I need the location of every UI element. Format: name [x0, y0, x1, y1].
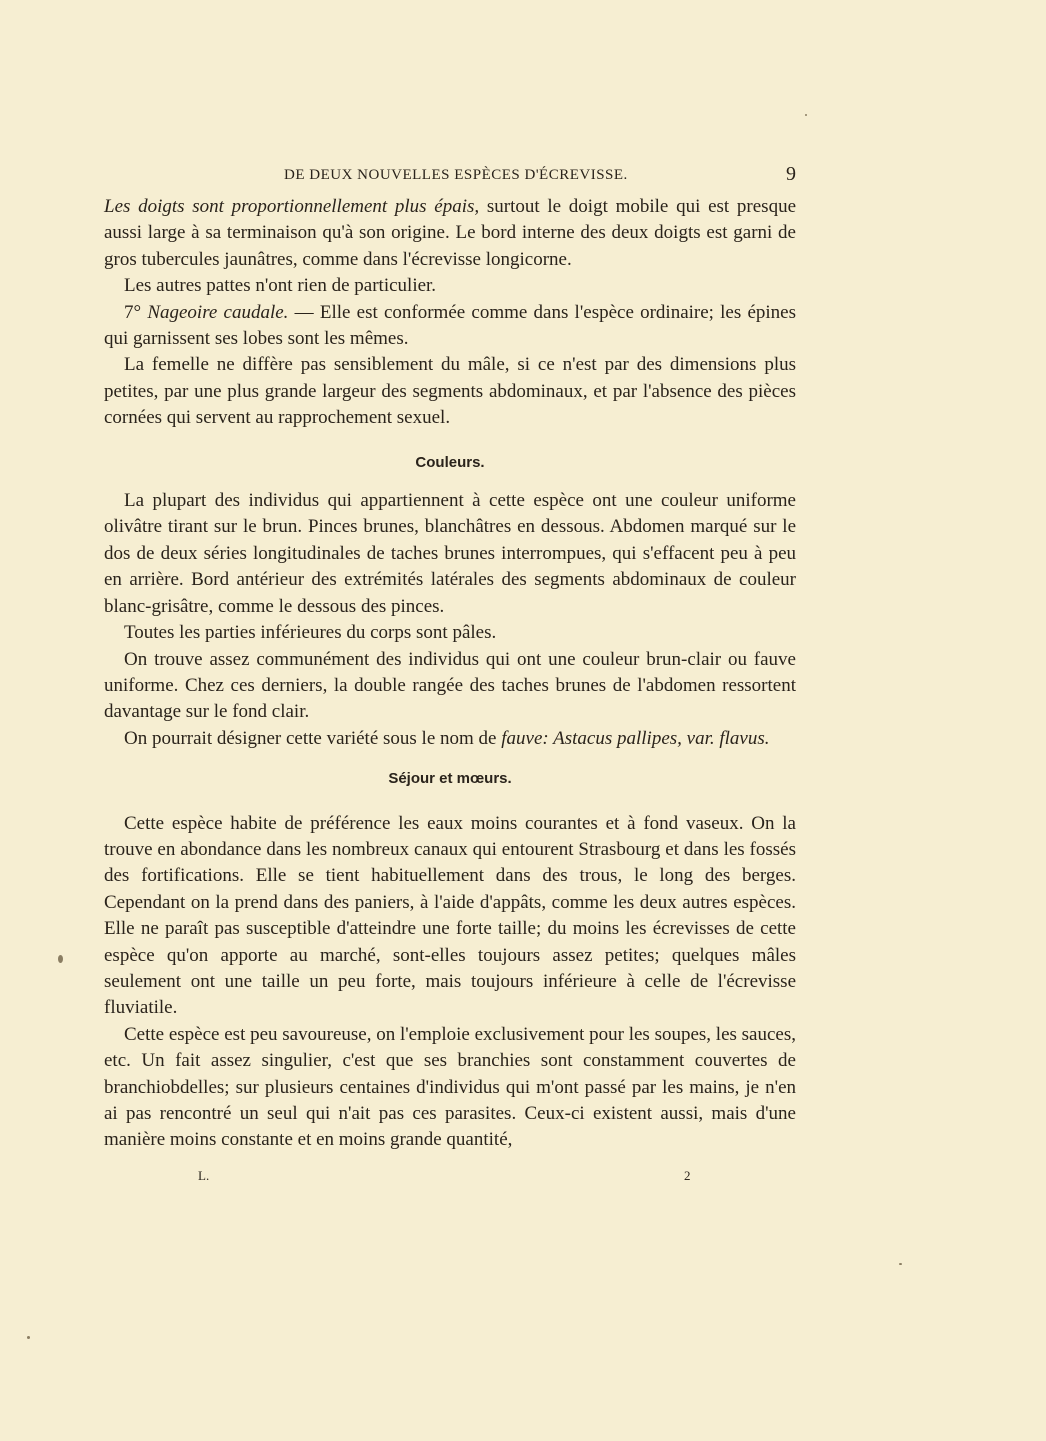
paragraph-text: — Elle est conformée comme dans l'espèce ordinaire; les épines qui garnissent ses lobes sont les mêmes.: [104, 301, 796, 350]
paper-speck: [899, 1263, 902, 1265]
paragraph-parties-inferieures: [104, 620, 796, 646]
signature-letter: L.: [198, 1168, 210, 1183]
paragraph-text: Toutes les parties inférieures du corps sont pâles.: [124, 622, 497, 644]
paragraph-saveur: [104, 1022, 796, 1154]
paragraph-doigts: [104, 194, 796, 273]
paragraph-text: La plupart des individus qui appartiennent à cette espèce ont une couleur uniforme olivâtre tirant sur le brun. Pinces brunes, blanchâtres en dessous. Abdomen marqué sur le dos de deux séries longitudinales de taches brunes interrompues, qui s'effacent peu à peu en arrière. Bord antérieur des extrémités latérales des segments abdominaux de couleur blanc-grisâtre, comme le dessous des pinces.: [104, 490, 796, 617]
italic-lead: Les doigts sont proportionnellement plus épais,: [104, 196, 480, 217]
paragraph-text: Cette espèce est peu savoureuse, on l'emploie exclusivement pour les soupes, les sauces, etc. Un fait assez singulier, c'est que ses branchies sont constamment couvertes de branchiobdelles; sur plusieurs centaines d'individus qui m'ont passé par les mains, je n'en ai pas rencontré un seul qui n'ait pas ces parasites. Ceux-ci existent aussi, mais d'une manière moins constante et en moins grande quantité,: [104, 1023, 796, 1151]
paragraph-text: On trouve assez communément des individus qui ont une couleur brun-clair ou fauve uniforme. Chez ces derniers, la double rangée des taches brunes de l'abdomen ressortent davantage sur le fond clair.: [104, 648, 796, 723]
paragraph-variete-fauve: [104, 647, 796, 726]
paragraph-femelle: [104, 352, 796, 431]
paragraph-text: La femelle ne diffère pas sensiblement du mâle, si ce n'est par des dimensions plus petites, par une plus grande largeur des segments abdominaux, et par l'absence des pièces cornées qui servent au rapprochement sexuel.: [104, 354, 796, 429]
paragraph-text: Cette espèce habite de préférence les eaux moins courantes et à fond vaseux. On la trouve en abondance dans les nombreux canaux qui entourent Strasbourg et dans les fossés des fortifications. Elle se tient habituellement dans des trous, le long des berges. Cependant on la prend dans des paniers, à l'aide d'appâts, comme les deux autres espèces. Elle ne paraît pas susceptible d'atteindre une forte taille; du moins les écrevisses de cette espèce qu'on apporte au marché, sont-elles toujours assez petites; quelques mâles seulement ont une taille un peu forte, mais toujours inférieure à celle de l'écrevisse fluviatile.: [104, 812, 796, 1019]
paper-speck: [805, 114, 807, 116]
page-number: 9: [786, 163, 796, 185]
printer-signature: [104, 1168, 796, 1186]
paper-speck: [27, 1336, 30, 1339]
signature-number: 2: [684, 1168, 691, 1183]
paragraph-designation: [104, 726, 796, 752]
paragraph-text: surtout le doigt mobile qui est presque aussi large à sa terminaison qu'à son origine. Le bord interne des deux doigts est garni de gros tubercules jaunâtres, comme dans l'écrevisse longicorne.: [104, 196, 796, 270]
paper-speck: [58, 955, 63, 963]
italic-lead: Nageoire caudale.: [147, 301, 289, 323]
paragraph-habitat: [104, 811, 796, 1022]
page-header: [104, 163, 796, 189]
section-heading-sejour: Séjour et mœurs.: [388, 770, 512, 788]
paragraph-pattes: [104, 273, 796, 299]
paragraph-nageoire: [104, 300, 796, 353]
paragraph-couleur-generale: [104, 488, 796, 620]
species-name: fauve: Astacus pallipes, var. flavus.: [501, 727, 770, 749]
section-heading-couleurs: Couleurs.: [415, 453, 485, 471]
body-text: [104, 194, 796, 1154]
paragraph-text: On pourrait désigner cette variété sous le nom de: [124, 727, 502, 749]
running-title: DE DEUX NOUVELLES ESPÈCES D'ÉCREVISSE.: [284, 167, 628, 183]
paragraph-text: Les autres pattes n'ont rien de particulier.: [124, 275, 437, 297]
item-number: 7°: [124, 301, 142, 323]
